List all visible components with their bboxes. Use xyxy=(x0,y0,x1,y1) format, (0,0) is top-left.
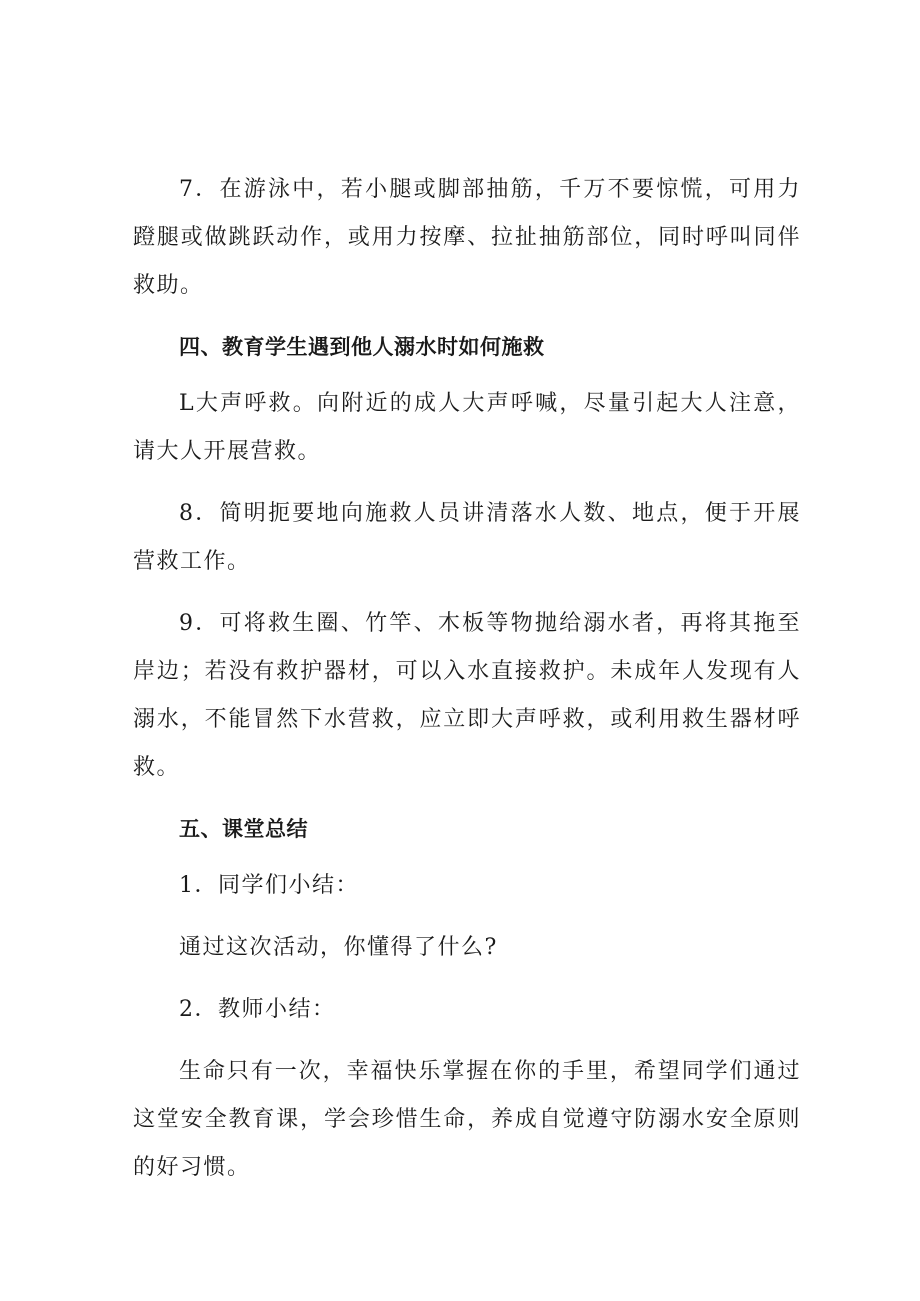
paragraph-student-question: 通过这次活动，你懂得了什么? xyxy=(179,935,498,960)
paragraph-teacher-summary-label: 2．教师小结： xyxy=(179,997,336,1022)
paragraph-report-details: 8．简明扼要地向施救人员讲清落水人数、地点，便于开展营救工作。 xyxy=(133,501,801,574)
paragraph-shout-for-help: L大声呼救。向附近的成人大声呼喊，尽量引起大人注意，请大人开展营救。 xyxy=(133,391,801,464)
document-page xyxy=(133,166,801,1206)
paragraph-teacher-summary: 生命只有一次，幸福快乐掌握在你的手里，希望同学们通过这堂安全教育课，学会珍惜生命，养成自觉遵守防溺水安全原则的好习惯。 xyxy=(133,1059,801,1180)
paragraph-throw-rescue-items: 9．可将救生圈、竹竿、木板等物抛给溺水者，再将其拖至岸边；若没有救护器材，可以入水直接救护。未成年人发现有人溺水，不能冒然下水营救，应立即大声呼救，或利用救生器材呼救。 xyxy=(133,611,801,780)
paragraph-student-summary-label: 1．同学们小结： xyxy=(179,873,359,898)
section-heading-summary: 五、课堂总结 xyxy=(179,817,308,841)
section-heading-rescue: 四、教育学生遇到他人溺水时如何施救 xyxy=(179,335,545,359)
paragraph-cramp-advice: 7．在游泳中，若小腿或脚部抽筋，千万不要惊慌，可用力蹬腿或做跳跃动作，或用力按摩、拉扯抽筋部位，同时呼叫同伴救助。 xyxy=(133,177,801,298)
